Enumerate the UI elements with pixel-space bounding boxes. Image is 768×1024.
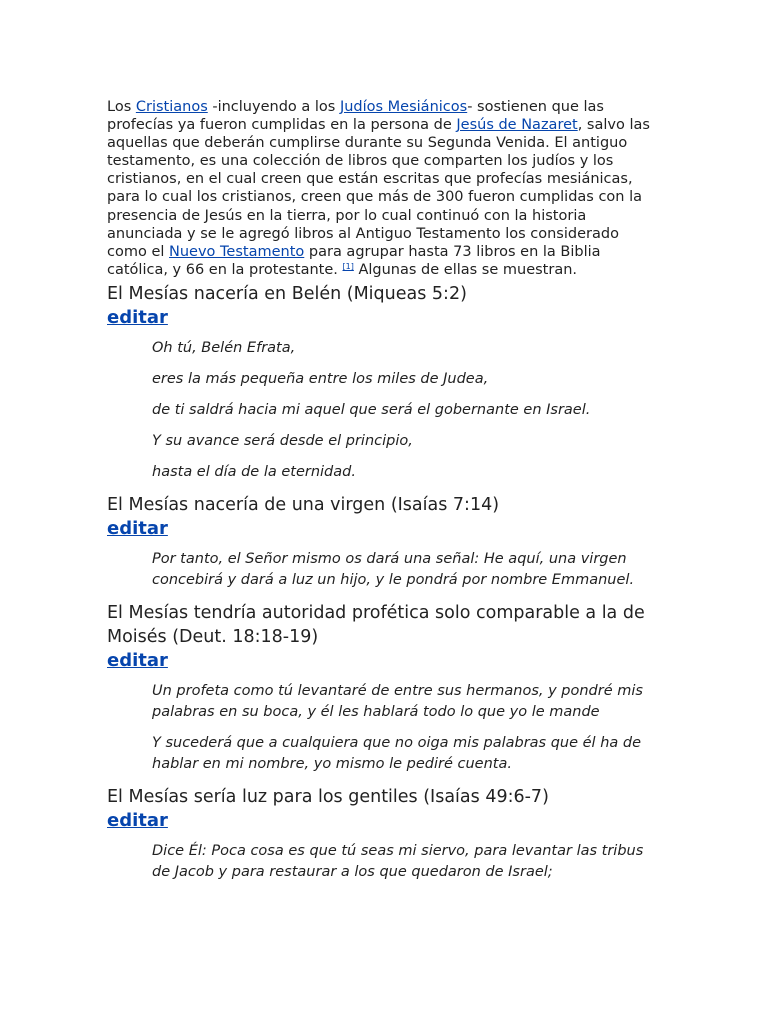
intro-text-4: , salvo las aquellas que deberán cumplirse durante su Segunda Venida. El antiguo testamento, es una colección de libros que comparten los judíos y los cristianos, en el cual creen que están escritas que profecías mesiánicas, para lo cual los cristianos, creen que más de 300 fueron cumplidas con la presencia de Jesús en la tierra, por lo cual continuó con la historia anunciada y se le agregó libros al Antiguo Testamento los considerado como el xyxy=(107,117,650,260)
verse-line: Un profeta como tú levantaré de entre sus hermanos, y pondré mis palabras en su boca, y él les hablará todo lo que yo le mande xyxy=(152,682,643,720)
section-gentiles xyxy=(107,785,660,883)
link-jesus-de-nazaret[interactable]: Jesús de Nazaret xyxy=(456,117,578,134)
verse-block xyxy=(107,549,660,591)
verse-line: Y sucederá que a cualquiera que no oiga mis palabras que él ha de hablar en mi nombre, yo mismo le pediré cuenta. xyxy=(152,734,641,772)
section-moises xyxy=(107,601,660,775)
verse-line: Por tanto, el Señor mismo os dará una señal: He aquí, una virgen concebirá y dará a luz un hijo, y le pondrá por nombre Emmanuel. xyxy=(152,550,635,588)
link-cristianos[interactable]: Cristianos xyxy=(135,99,208,115)
link-nuevo-testamento[interactable]: Nuevo Testamento xyxy=(169,243,305,260)
section-heading: El Mesías tendría autoridad profética solo comparable a la de Moisés (Deut. 18:18-19) xyxy=(107,602,645,647)
section-heading: El Mesías sería luz para los gentiles (Isaías 49:6-7) xyxy=(107,786,549,807)
reference-link-1[interactable]: [1] xyxy=(342,261,354,271)
intro-paragraph xyxy=(107,98,660,279)
verse-line: hasta el día de la eternidad. xyxy=(152,463,356,480)
verse-line: Dice Él: Poca cosa es que tú seas mi siervo, para levantar las tribus de Jacob y para restaurar a los que quedaron de Israel; xyxy=(152,842,644,880)
verse-block xyxy=(107,338,660,483)
verse-block xyxy=(107,841,660,883)
edit-link[interactable]: editar xyxy=(107,517,168,539)
section-virgen xyxy=(107,493,660,591)
intro-text-6: Algunas de ellas se muestran. xyxy=(353,261,578,278)
intro-text-5: para agrupar hasta 73 libros en la Biblia católica, y 66 en la protestante. xyxy=(107,243,601,278)
edit-link[interactable]: editar xyxy=(107,809,168,831)
section-belen xyxy=(107,282,660,483)
verse-line: de ti saldrá hacia mi aquel que será el gobernante en Israel. xyxy=(152,401,591,418)
verse-line: Oh tú, Belén Efrata, xyxy=(152,339,296,356)
intro-text-1: Los xyxy=(107,99,136,115)
intro-text-2: -incluyendo a los xyxy=(207,99,340,115)
section-heading: El Mesías nacería de una virgen (Isaías 7:14) xyxy=(107,494,500,515)
verse-block xyxy=(107,681,660,775)
verse-line: Y su avance será desde el principio, xyxy=(152,432,413,449)
intro-text-3: - sostienen que las profecías ya fueron cumplidas en la persona de xyxy=(107,99,604,134)
verse-line: eres la más pequeña entre los miles de Judea, xyxy=(152,370,489,387)
edit-link[interactable]: editar xyxy=(107,649,168,671)
section-heading: El Mesías nacería en Belén (Miqueas 5:2) xyxy=(107,283,467,304)
edit-link[interactable]: editar xyxy=(107,306,168,328)
link-judios-mesianicos[interactable]: Judíos Mesiánicos xyxy=(339,99,468,115)
